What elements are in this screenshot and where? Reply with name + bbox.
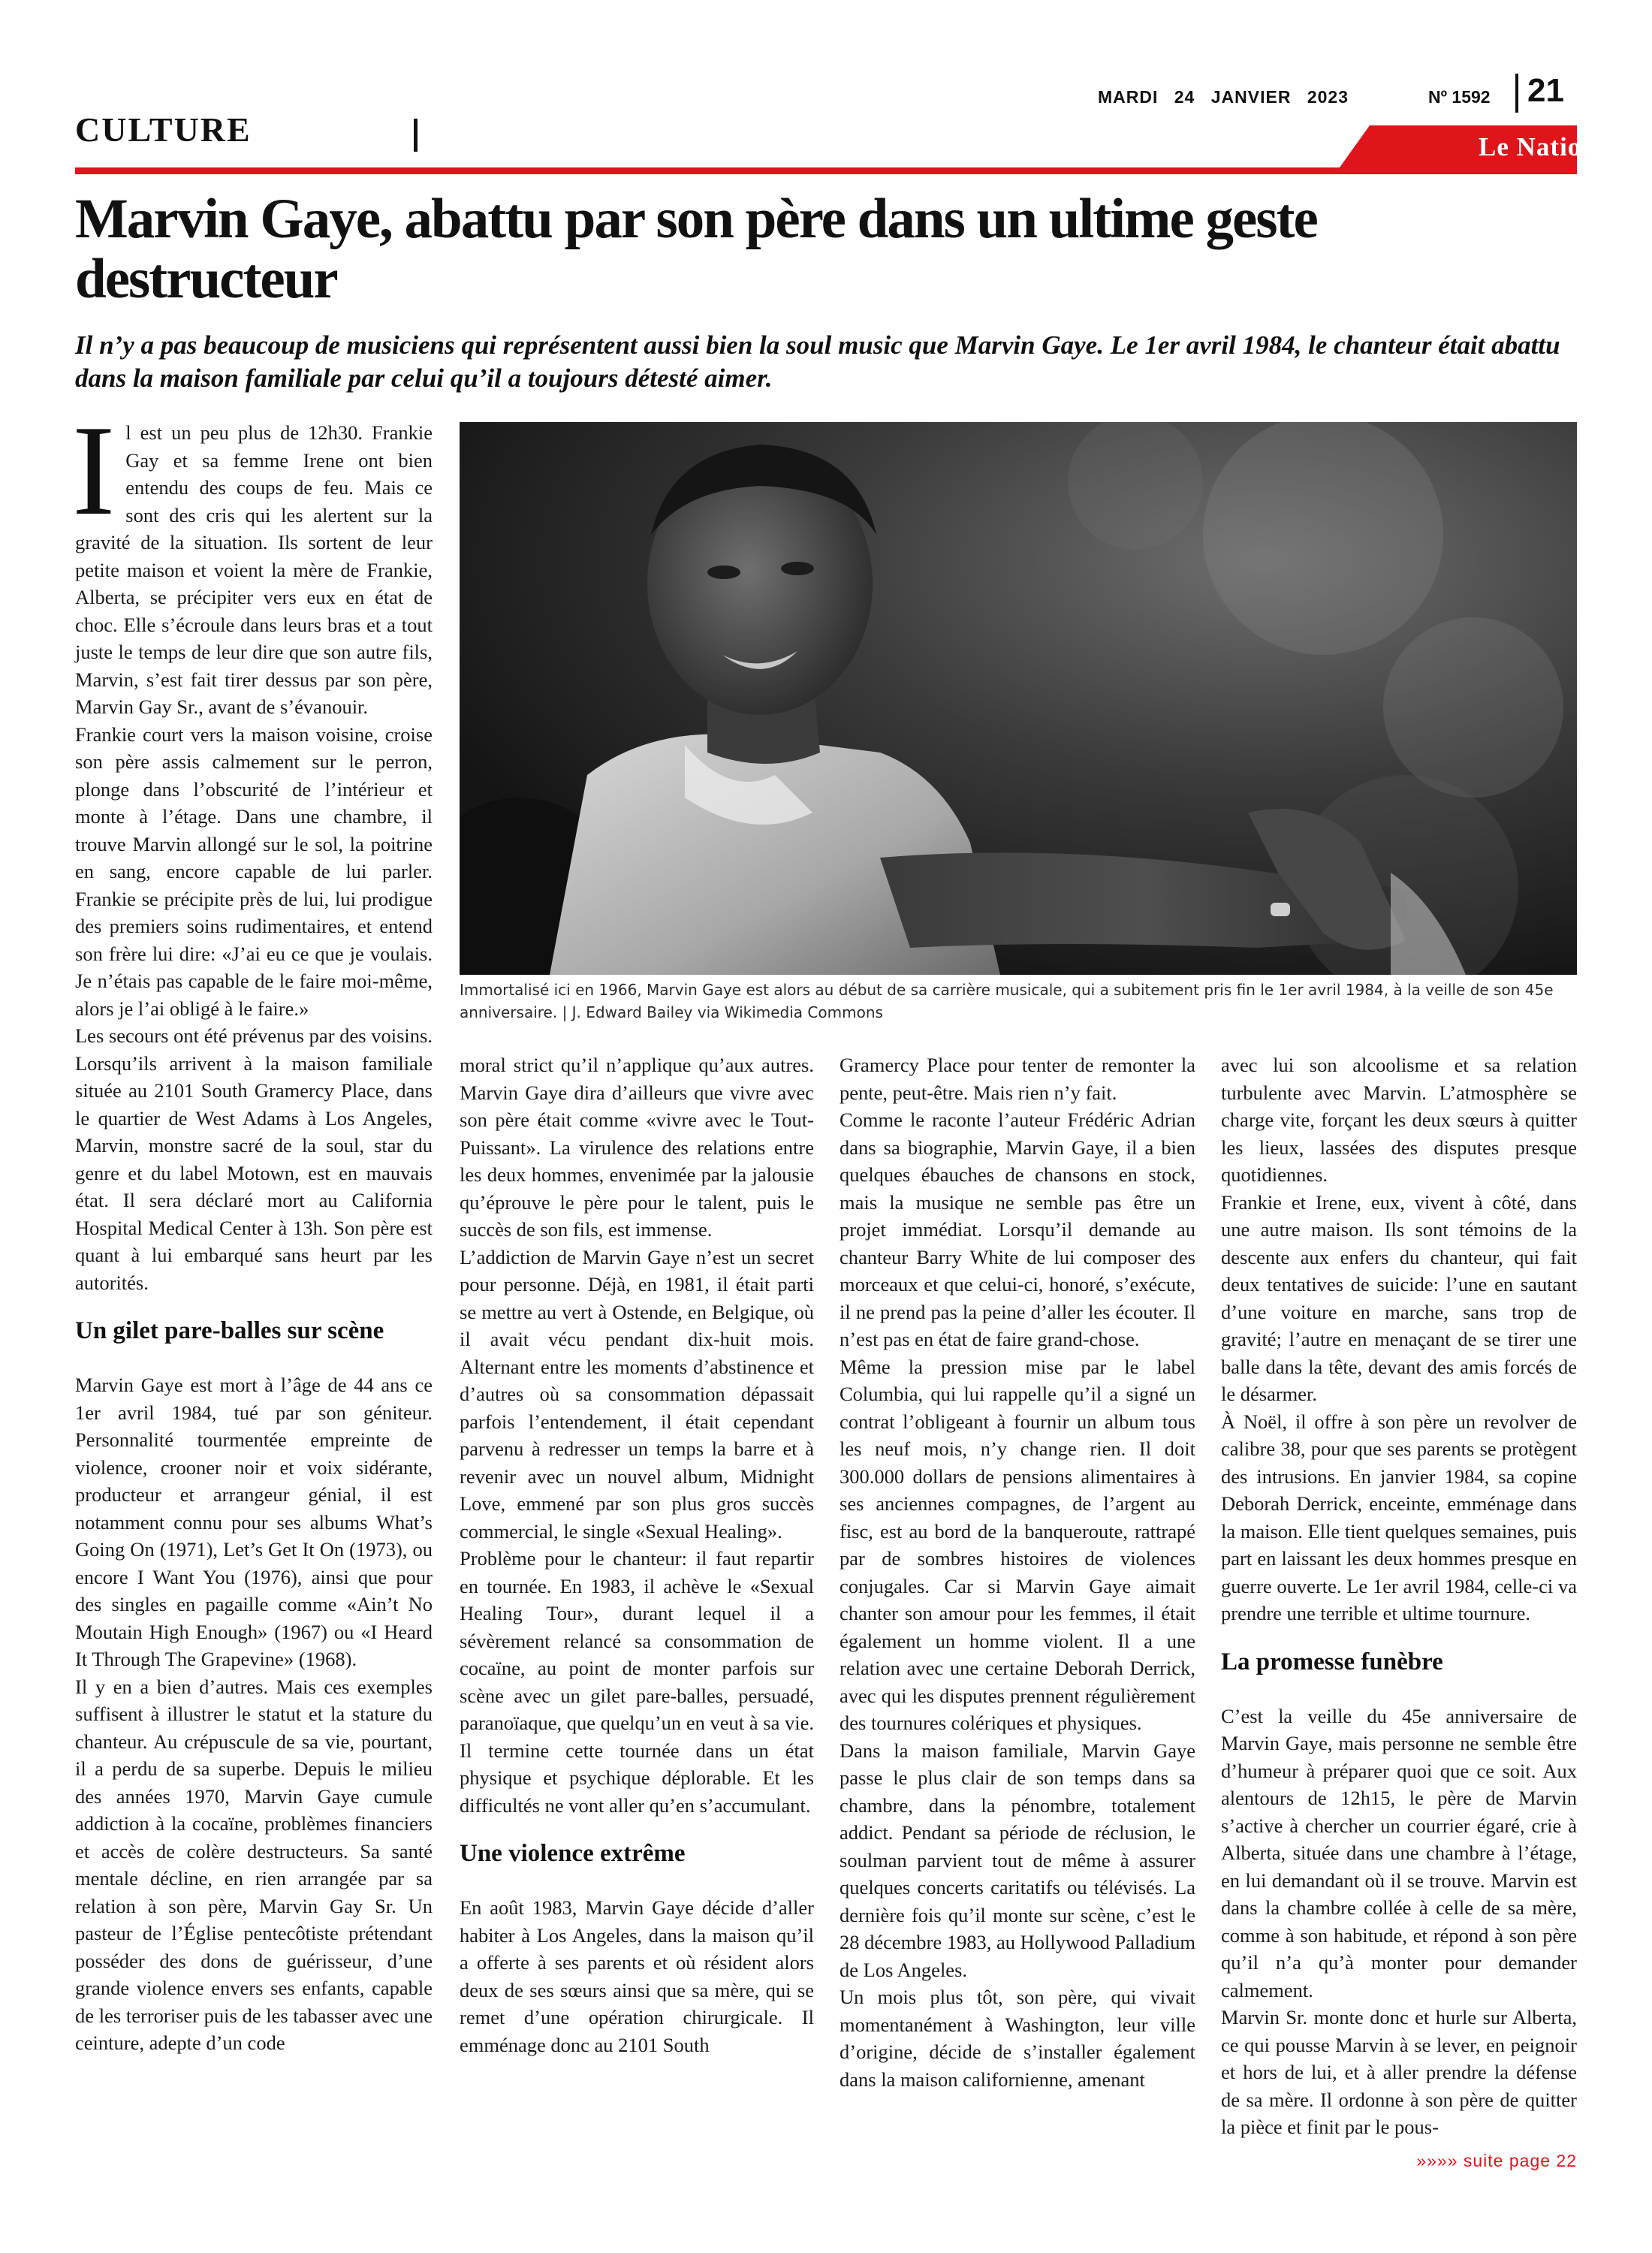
header-rule [75, 167, 1577, 174]
article-photo [460, 422, 1577, 975]
drop-cap: I [72, 400, 116, 542]
section-divider [414, 119, 418, 152]
article-paragraph: Frankie court vers la maison voisine, croise son père assis calmement sur le perron, plonge dans l’obscurité de l’intérieur et monte à l’étage. Dans une chambre, il trouve Marvin allongé sur le sol, la poitrine en sang, encore capable de lui parler. Frankie se précipite près de lui, lui prodigue des premiers soins rudimentaires, et entend son frère lui dire: «J’ai eu ce que je voulais. Je n’étais pas capable de le faire moi-même, alors je l’ai obligé à le faire.» [75, 722, 433, 1020]
subheading: Un gilet pare-balles sur scène [75, 1317, 384, 1344]
issue-number: Nº 1592 [1428, 87, 1491, 107]
paragraph-text: l est un peu plus de 12h30. Frankie Gay et sa femme Irene ont bien entendu des coups de feu. Mais ce sont des cris qui les alertent sur la gravité de la situation. Ils sortent de leur petite maison et voient la mère de Frankie, Alberta, se précipiter vers eux en état de choc. Elle s’écroule dans leurs bras et a tout juste le temps de leur dire que son autre fils, Marvin, s’est fait tirer dessus par son père, Marvin Gay Sr., avant de s’évanouir. [75, 421, 433, 718]
article-paragraph: Même la pression mise par le label Columbia, qui lui rappelle qu’il a signé un contrat l’obligeant à fournir un album tous les neuf mois, n’y change rien. Il doit 300.000 dollars de pensions alimentaires à ses anciennes compagnes, de l’argent au fisc, est au bord de la banqueroute, rattrapé par de sombres histoires de violences conjugales. Car si Marvin Gaye aimait chanter son amour pour les femmes, il était également un homme violent. Il a une relation avec une certaine Deborah Derrick, avec qui les disputes prennent régulièrement des tournures colériques et physiques. [840, 1355, 1195, 1734]
subheading: Une violence extrême [460, 1840, 686, 1867]
article-column-2 [460, 1051, 814, 2058]
page-number-divider [1515, 74, 1518, 113]
subheading: La promesse funèbre [1221, 1648, 1443, 1675]
photo-caption: Immortalisé ici en 1966, Marvin Gaye est alors au début de sa carrière musicale, qui a subitement pris fin le 1er avril 1984, à la veille de son 45e anniversaire. | J. Edward Bailey via Wikimedia Commons [460, 981, 1554, 1021]
article-paragraph: Comme le raconte l’auteur Frédéric Adrian dans sa biographie, Marvin Gaye, il a bien quelques ébauches de chansons en stock, mais la musique ne semble pas être un projet immédiat. Lorsqu’il demande au chanteur Barry White de lui composer des morceaux et que celui-ci, honoré, s’exécute, il ne prend pas la peine d’aller les écouter. Il n’est pas en état de faire grand-chose. [840, 1108, 1195, 1350]
article-paragraph: Problème pour le chanteur: il faut repartir en tournée. En 1983, il achève le «Sexual Healing Tour», durant lequel il a sévèrement relancé sa consommation de cocaïne, au point de monter parfois sur scène avec un gilet pare-balles, persuadé, paranoïaque, que quelqu’un en veut à sa vie. Il termine cette tournée dans un état physique et psychique déplorable. Et les difficultés ne vont aller qu’en s’accumulant. [460, 1547, 814, 1817]
article-deck: Il n’y a pas beaucoup de musiciens qui représentent aussi bien la soul music que Marvin Gaye. Le 1er avril 1984, le chanteur était abattu dans la maison familiale par celui qu’il a toujours détesté aimer. [75, 330, 1560, 393]
article-headline: Marvin Gaye, abattu par son père dans un ultime geste destructeur [75, 188, 1317, 310]
article-paragraph: C’est la veille du 45e anniversaire de Marvin Gaye, mais personne ne semble être d’humeur à préparer quoi que ce soit. Aux alentours de 12h15, le père de Marvin s’active à chercher un courrier égaré, crie à Alberta, située dans une chambre à l’étage, en lui demandant où il se trouve. Marvin est dans la chambre collée à celle de sa mère, comme à son habitude, et répond à son père qu’il n’a qu’à monter pour demander calmement. [1221, 1704, 1577, 2001]
brand-name: Le National [1479, 132, 1619, 161]
issue-date: MARDI 24 JANVIER 2023 [1098, 87, 1349, 107]
article-paragraph: Il y en a bien d’autres. Mais ces exemples suffisent à illustrer le statut et la stature du chanteur. Au crépuscule de sa vie, pourtant, il a perdu de sa superbe. Depuis le milieu des années 1970, Marvin Gaye cumule addiction à la cocaïne, problèmes financiers et accès de colère destructeurs. Sa santé mentale décline, en rien arrangée par sa relation à son père, Marvin Gay Sr. Un pasteur de l’Église pentecôtiste prétendant posséder des dons de guérisseur, d’une grande violence envers ses enfants, capable de les terroriser puis de les tabasser avec une ceinture, adepte d’un code [75, 1675, 433, 2054]
article-paragraph: moral strict qu’il n’applique qu’aux autres. Marvin Gaye dira d’ailleurs que vivre avec son père était comme «vivre avec le Tout-Puissant». La virulence des relations entre les deux hommes, envenimée par la jalousie qu’éprouve le père pour le talent, puis le succès de son fils, est immense. [460, 1054, 814, 1241]
article-paragraph: Les secours ont été prévenus par des voisins. Lorsqu’ils arrivent à la maison familiale située au 2101 South Gramercy Place, dans le quartier de West Adams à Los Angeles, Marvin, monstre sacré de la soul, star du genre et du label Motown, est en mauvais état. Il sera déclaré mort au California Hospital Medical Center à 13h. Son père est quant à lui embarqué sans heurt par les autorités. [75, 1024, 433, 1294]
article-column-4 [1221, 1051, 1577, 2141]
article-paragraph: avec lui son alcoolisme et sa relation turbulente avec Marvin. L’atmosphère se charge vite, forçant les deux sœurs à quitter les lieux, lassées des disputes presque quotidiennes. [1221, 1054, 1577, 1186]
article-paragraph: Marvin Gaye est mort à l’âge de 44 ans ce 1er avril 1984, tué par son géniteur. Personnalité tourmentée empreinte de violence, crooner noir et voix sidérante, producteur et arrangeur génial, il est notamment connu pour ses albums What’s Going On (1971), Let’s Get It On (1973), ou encore I Want You (1976), ainsi que pour des singles en pagaille comme «Ain’t No Moutain High Enough» (1967) ou «I Heard It Through The Grapevine» (1968). [75, 1374, 433, 1670]
article-paragraph: Frankie et Irene, eux, vivent à côté, dans une autre maison. Ils sont témoins de la descente aux enfers du chanteur, qui fait deux tentatives de suicide: l’une en sautant d’une voiture en marche, sans trop de gravité; l’autre en menaçant de se tirer une balle dans la tête, devant des amis forcés de le désarmer. [1221, 1190, 1577, 1405]
article-paragraph: Dans la maison familiale, Marvin Gaye passe le plus clair de son temps dans sa chambre, dans la pénombre, totalement addict. Pendant sa période de réclusion, le soulman parvient tout de même à assurer quelques concerts caritatifs ou télévisés. La dernière fois qu’il monte sur scène, c’est le 28 décembre 1983, au Hollywood Palladium de Los Angeles. [840, 1739, 1195, 1981]
article-paragraph: À Noël, il offre à son père un revolver de calibre 38, pour que ses parents se protègent des intrusions. En janvier 1984, sa copine Deborah Derrick, enceinte, emménage dans la maison. Elle tient quelques semaines, puis part en laissant les deux hommes presque en guerre ouverte. Le 1er avril 1984, celle-ci va prendre une terrible et ultime tournure. [1221, 1410, 1577, 1624]
article-column-3 [840, 1051, 1195, 2093]
section-title: CULTURE [75, 110, 252, 149]
page-number: 21 [1527, 72, 1564, 109]
article-paragraph: Gramercy Place pour tenter de remonter la pente, peut-être. Mais rien n’y fait. [840, 1054, 1195, 1104]
article-paragraph: L’addiction de Marvin Gaye n’est un secret pour personne. Déjà, en 1981, il était parti se mettre au vert à Ostende, en Belgique, où il avait vécu pendant dix-huit mois. Alternant entre les moments d’abstinence et d’autres où sa consommation dépassait parfois l’entendement, il était cependant parvenu à redresser un temps la barre et à revenir avec un nouvel album, Midnight Love, emmené par son plus gros succès commercial, le single «Sexual Healing». [460, 1245, 814, 1543]
article-paragraph: En août 1983, Marvin Gaye décide d’aller habiter à Los Angeles, dans la maison qu’il a offerte à ses parents et où résident alors deux de ses sœurs ainsi que sa mère, qui se remet d’une opération chirurgicale. Il emménage donc au 2101 South [460, 1896, 814, 2056]
article-paragraph: Marvin Sr. monte donc et hurle sur Alberta, ce qui pousse Marvin à se lever, en peignoir et hors de lui, et à aller prendre la défense de sa mère. Il ordonne à son père de quitter la pièce et finit par le pous- [1221, 2006, 1577, 2138]
article-column-1 [72, 400, 433, 2057]
continued-link[interactable]: »»»» suite page 22 [1416, 2151, 1577, 2170]
article-paragraph: Un mois plus tôt, son père, qui vivait momentanément à Washington, leur ville d’origine, décide de s’installer également dans la maison californienne, amenant [840, 1986, 1195, 2091]
article-paragraph [72, 400, 433, 721]
